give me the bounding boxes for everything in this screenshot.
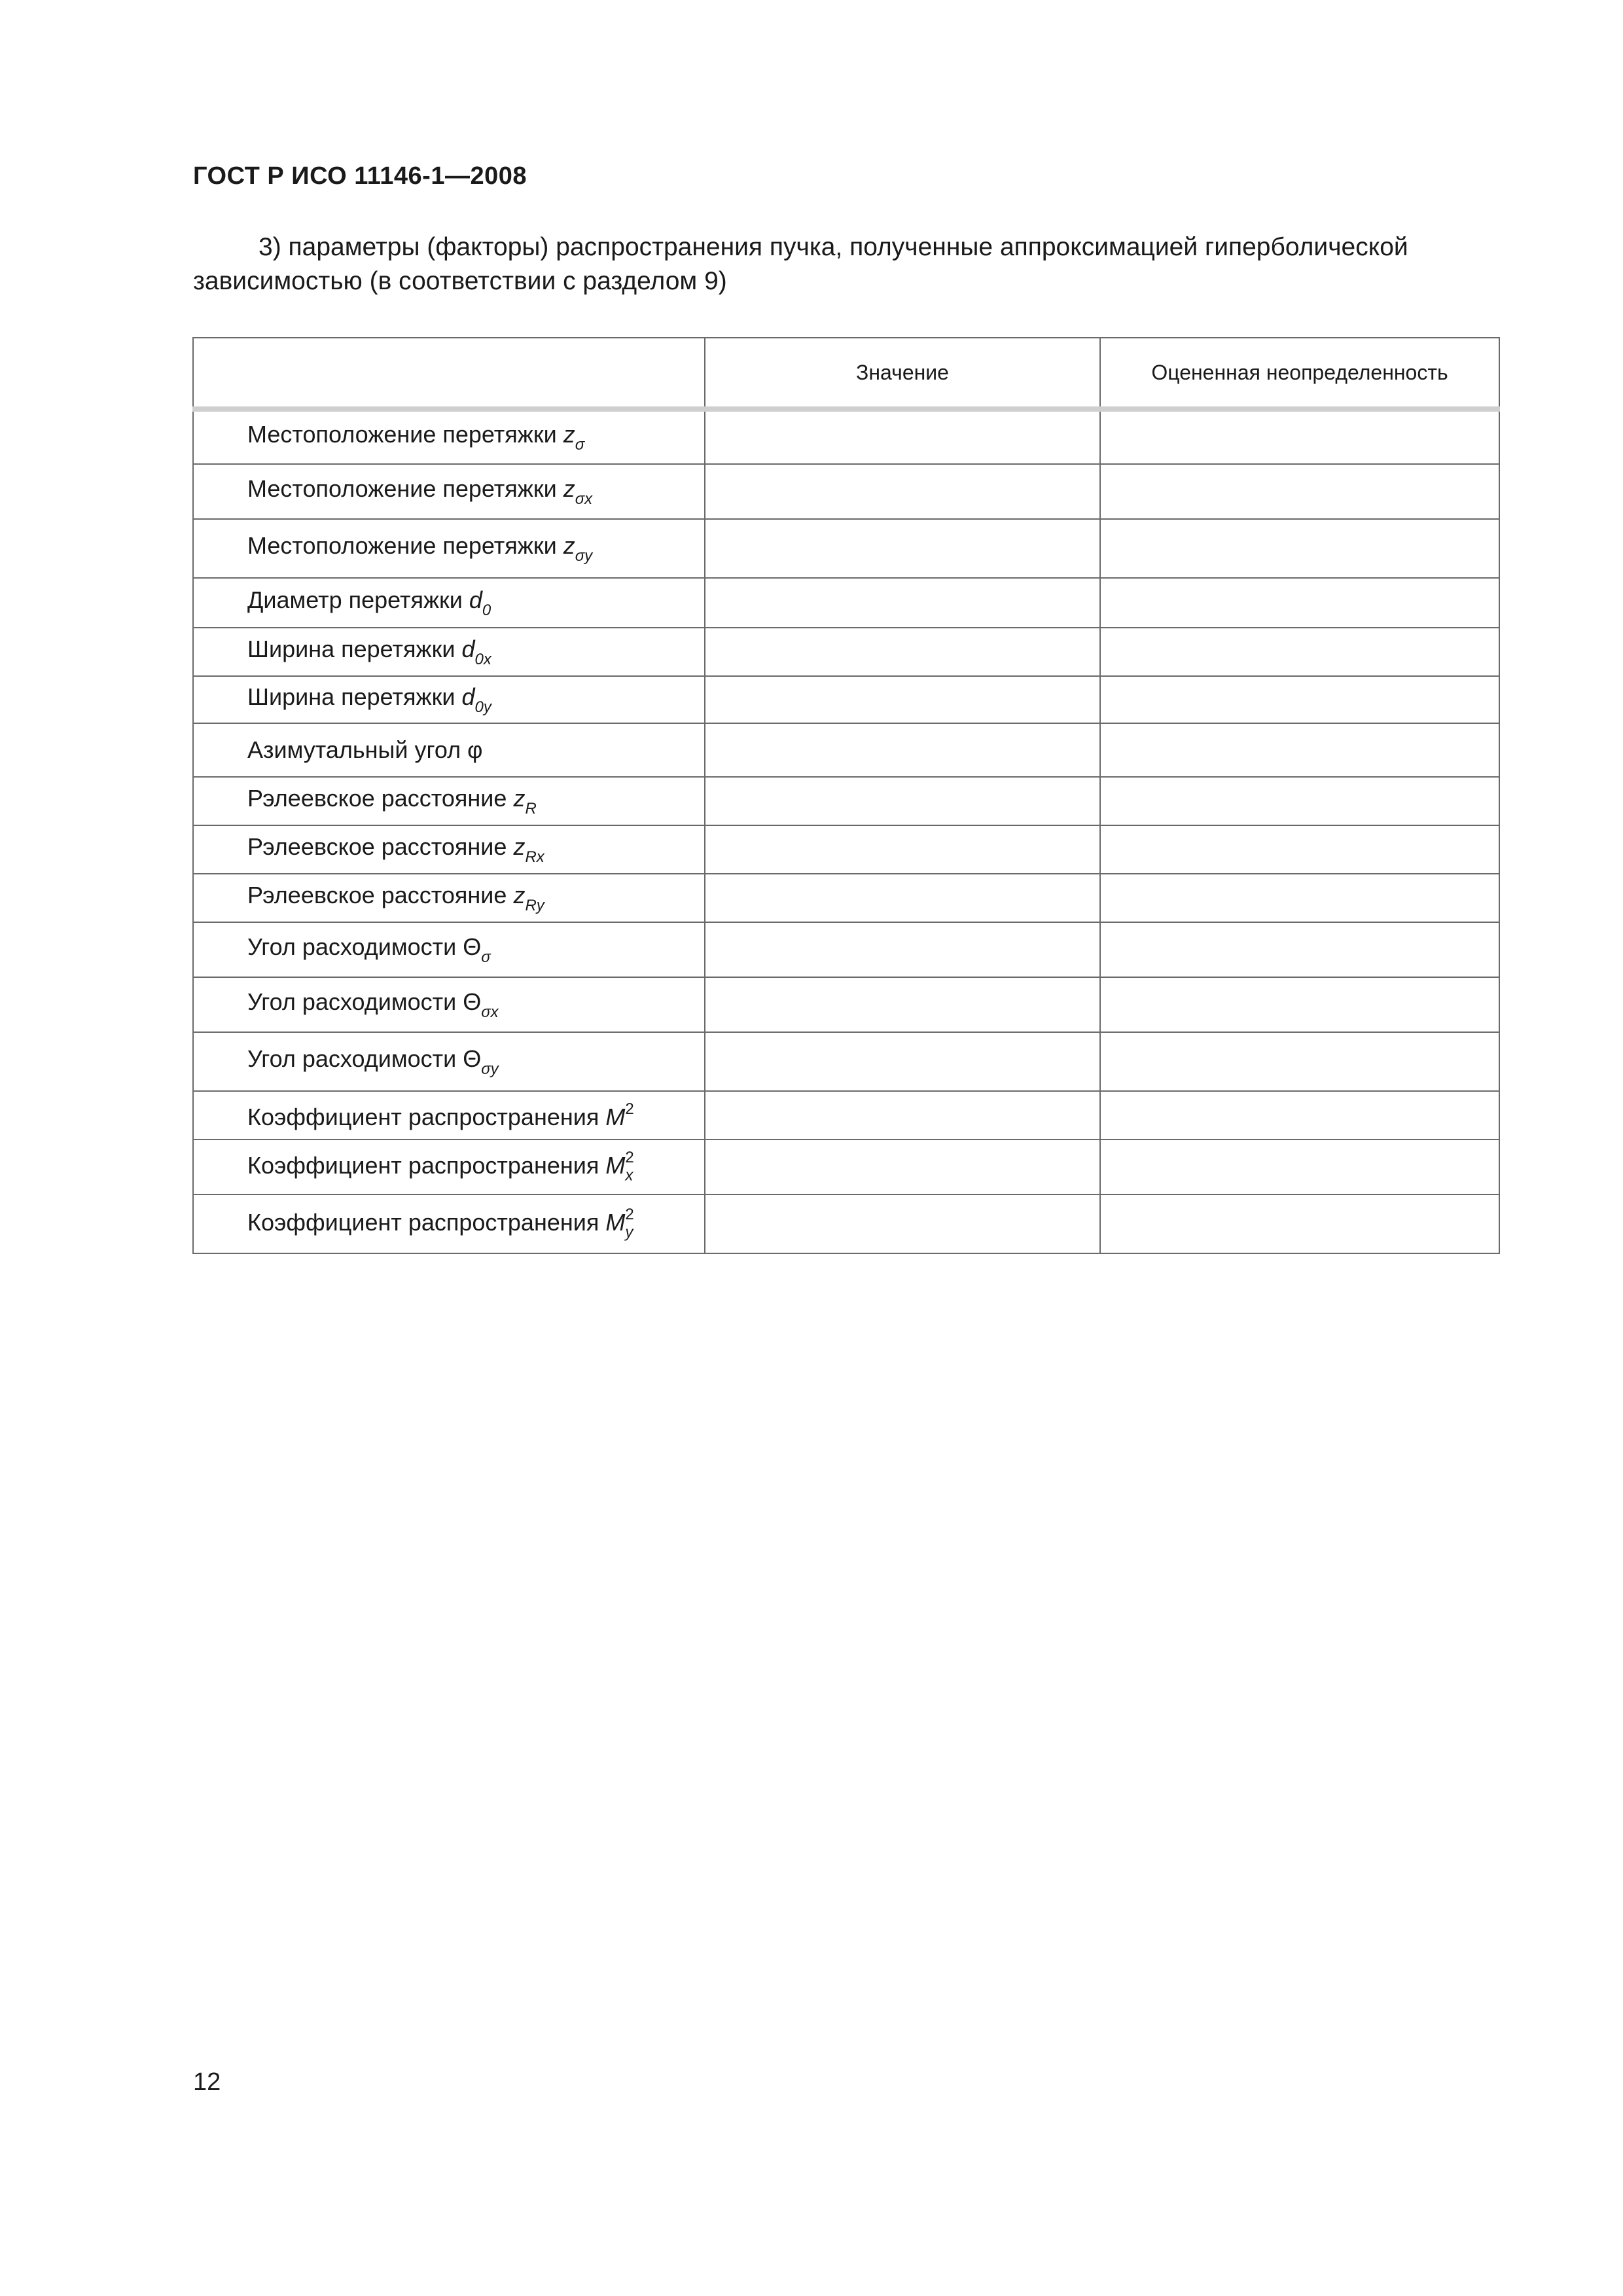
parameter-subscript: σx xyxy=(575,490,593,508)
table-row xyxy=(193,676,1499,723)
parameter-subscript: σ xyxy=(481,948,491,966)
uncertainty-cell[interactable] xyxy=(1100,464,1499,519)
parameter-symbol: z xyxy=(563,421,575,448)
value-cell[interactable] xyxy=(705,578,1100,628)
parameter-name: Угол расходимости xyxy=(247,1045,463,1072)
parameter-symbol: z xyxy=(513,881,526,908)
value-cell[interactable] xyxy=(705,464,1100,519)
document-header: ГОСТ Р ИСО 11146-1—2008 xyxy=(193,162,527,190)
parameter-name: Азимутальный угол xyxy=(247,736,468,763)
uncertainty-cell[interactable] xyxy=(1100,1194,1499,1253)
table-row xyxy=(193,1194,1499,1253)
value-cell[interactable] xyxy=(705,922,1100,977)
parameter-label xyxy=(193,578,705,628)
uncertainty-cell[interactable] xyxy=(1100,977,1499,1032)
uncertainty-cell[interactable] xyxy=(1100,409,1499,464)
table-row xyxy=(193,409,1499,464)
table-row xyxy=(193,723,1499,777)
parameter-label xyxy=(193,1032,705,1091)
parameter-subscript: y xyxy=(625,1223,633,1242)
parameter-subscript: Ry xyxy=(525,896,544,914)
parameter-label: Коэффициент распространения $M2_x$ xyxy=(193,1139,705,1194)
parameter-name: Рэлеевское расстояние xyxy=(247,784,514,812)
table-header-row xyxy=(193,338,1499,409)
parameter-subscript: 0 xyxy=(482,601,491,619)
parameter-label xyxy=(193,519,705,578)
intro-paragraph-line-1: 3) параметры (факторы) распространения пучка, полученные аппроксимацией гиперболической xyxy=(259,233,1408,261)
parameter-label xyxy=(193,409,705,464)
uncertainty-cell[interactable] xyxy=(1100,922,1499,977)
value-cell[interactable] xyxy=(705,1139,1100,1194)
value-cell[interactable] xyxy=(705,777,1100,825)
uncertainty-cell[interactable] xyxy=(1100,723,1499,777)
uncertainty-cell[interactable] xyxy=(1100,874,1499,922)
parameter-symbol: M xyxy=(605,1209,626,1236)
parameter-label xyxy=(193,464,705,519)
parameter-symbol: d xyxy=(461,635,475,662)
value-cell[interactable] xyxy=(705,628,1100,676)
value-cell[interactable] xyxy=(705,977,1100,1032)
table-body xyxy=(193,409,1499,1253)
beam-parameters-table xyxy=(192,337,1500,1254)
parameter-subscript: x xyxy=(625,1166,633,1185)
parameter-symbol: z xyxy=(563,475,575,502)
value-cell[interactable] xyxy=(705,874,1100,922)
parameter-label xyxy=(193,676,705,723)
parameter-name: Угол расходимости xyxy=(247,988,463,1015)
table-row xyxy=(193,977,1499,1032)
parameter-name: Коэффициент распространения xyxy=(247,1209,606,1236)
parameter-symbol: z xyxy=(563,531,575,559)
parameter-superscript: 2 xyxy=(625,1100,634,1118)
table-row xyxy=(193,628,1499,676)
parameter-name: Диаметр перетяжки xyxy=(247,586,469,613)
table-row xyxy=(193,519,1499,578)
value-cell[interactable] xyxy=(705,723,1100,777)
parameter-subscript: 0x xyxy=(474,650,491,668)
parameter-symbol: Θ xyxy=(463,1045,482,1072)
header-value: Значение xyxy=(705,338,1100,409)
parameter-subscript: σy xyxy=(481,1060,499,1078)
uncertainty-cell[interactable] xyxy=(1100,628,1499,676)
table-row xyxy=(193,1139,1499,1194)
parameter-subscript: σx xyxy=(481,1003,499,1021)
header-uncertainty: Оцененная неопределенность xyxy=(1100,338,1499,409)
parameter-name: Рэлеевское расстояние xyxy=(247,881,514,908)
parameter-name: Рэлеевское расстояние xyxy=(247,833,514,860)
parameter-label xyxy=(193,922,705,977)
parameter-label xyxy=(193,628,705,676)
parameter-label xyxy=(193,977,705,1032)
parameter-name: Ширина перетяжки xyxy=(247,683,462,710)
intro-paragraph xyxy=(193,230,1502,298)
parameter-subscript: R xyxy=(525,799,537,817)
value-cell[interactable] xyxy=(705,825,1100,874)
parameter-name: Угол расходимости xyxy=(247,933,463,960)
value-cell[interactable] xyxy=(705,1032,1100,1091)
parameter-name: Местоположение перетяжки xyxy=(247,421,563,448)
uncertainty-cell[interactable] xyxy=(1100,1091,1499,1139)
table-row xyxy=(193,777,1499,825)
parameter-label xyxy=(193,777,705,825)
parameter-symbol: d xyxy=(461,683,475,710)
parameter-symbol: M xyxy=(605,1152,626,1179)
parameter-symbol: Θ xyxy=(463,988,482,1015)
parameter-label xyxy=(193,874,705,922)
parameter-label xyxy=(193,825,705,874)
uncertainty-cell[interactable] xyxy=(1100,1139,1499,1194)
parameter-label xyxy=(193,723,705,777)
table-row xyxy=(193,922,1499,977)
parameter-name: Местоположение перетяжки xyxy=(247,531,563,559)
parameter-subscript: 0y xyxy=(474,698,491,716)
uncertainty-cell[interactable] xyxy=(1100,578,1499,628)
intro-paragraph-line-2: зависимостью (в соответствии с разделом 9) xyxy=(193,267,727,295)
value-cell[interactable] xyxy=(705,1091,1100,1139)
table-row xyxy=(193,1091,1499,1139)
parameter-subscript: σ xyxy=(575,435,585,454)
table-row xyxy=(193,874,1499,922)
parameter-name: Ширина перетяжки xyxy=(247,635,462,662)
table-row xyxy=(193,578,1499,628)
parameter-symbol: φ xyxy=(467,736,483,763)
value-cell[interactable] xyxy=(705,519,1100,578)
parameter-symbol: z xyxy=(513,833,526,860)
parameter-name: Коэффициент распространения xyxy=(247,1152,606,1179)
parameter-subscript: σy xyxy=(575,547,593,565)
value-cell[interactable] xyxy=(705,409,1100,464)
table-row xyxy=(193,1032,1499,1091)
header-parameter xyxy=(193,338,705,409)
parameter-name: Коэффициент распространения xyxy=(247,1103,606,1130)
value-cell[interactable] xyxy=(705,676,1100,723)
value-cell[interactable] xyxy=(705,1194,1100,1253)
uncertainty-cell[interactable] xyxy=(1100,676,1499,723)
uncertainty-cell[interactable] xyxy=(1100,777,1499,825)
parameter-symbol: d xyxy=(469,586,482,613)
parameter-symbol: Θ xyxy=(463,933,482,960)
parameter-symbol: M xyxy=(605,1103,626,1130)
table-row xyxy=(193,464,1499,519)
parameter-symbol: z xyxy=(513,784,526,812)
page-number: 12 xyxy=(193,2068,221,2096)
uncertainty-cell[interactable] xyxy=(1100,1032,1499,1091)
parameter-subscript: Rx xyxy=(525,848,544,866)
uncertainty-cell[interactable] xyxy=(1100,519,1499,578)
uncertainty-cell[interactable] xyxy=(1100,825,1499,874)
table-row xyxy=(193,825,1499,874)
parameter-label: Коэффициент распространения $M2_y$ xyxy=(193,1194,705,1253)
parameter-label xyxy=(193,1091,705,1139)
parameter-name: Местоположение перетяжки xyxy=(247,475,563,502)
